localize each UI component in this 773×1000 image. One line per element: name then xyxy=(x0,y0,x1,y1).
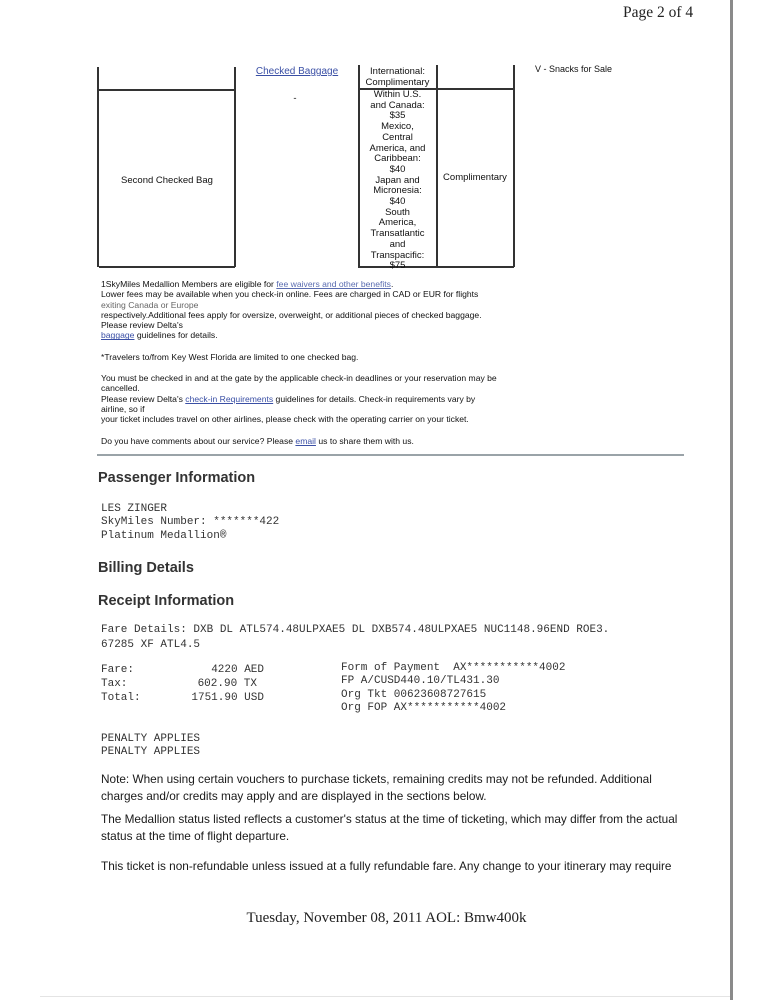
org-ticket: Org Tkt 00623608727615 xyxy=(341,688,487,701)
other-airlines-note: your ticket includes travel on other airlines, please check with the operating carrier on your ticket. xyxy=(101,414,469,425)
medallion-note: 1SkyMiles Medallion Members are eligible for fee waivers and other benefits. xyxy=(101,279,394,289)
passenger-details xyxy=(101,503,279,543)
page-bottom-edge xyxy=(40,996,730,997)
section-divider xyxy=(97,454,684,456)
airline-note: airline, so if xyxy=(101,403,145,414)
table-border xyxy=(234,67,236,267)
comments-note: Do you have comments about our service? Please email us to share them with us. xyxy=(101,435,414,446)
table-border xyxy=(513,65,515,267)
checkin-requirements-link[interactable]: check-in Requirements xyxy=(185,393,274,404)
form-of-payment: Form of Payment AX***********4002 xyxy=(341,662,566,674)
baggage-link[interactable]: baggage xyxy=(101,330,135,341)
fare-details: Fare Details: DXB DL ATL574.48ULPXAE5 DL DXB574.48ULPXAE5 NUC1148.96END ROE3. 67285 XF ATL4.5 xyxy=(101,624,610,651)
org-fop: Org FOP AX***********4002 xyxy=(341,702,507,715)
snacks-note: V - Snacks for Sale xyxy=(535,64,613,74)
total-value: 1751.90 USD xyxy=(191,692,264,704)
checkin-review: Please review Delta's check-in Requirements guidelines for details. Check-in requirements vary by xyxy=(101,393,476,404)
payment-info xyxy=(341,662,565,716)
fp-line: FP A/CUSD440.10/TL431.30 xyxy=(341,675,500,688)
checked-baggage-link[interactable]: Checked Baggage xyxy=(255,66,339,77)
table-border xyxy=(99,266,235,268)
total-label: Total: xyxy=(101,692,141,704)
page-footer: Tuesday, November 08, 2011 AOL: Bmw400k xyxy=(246,910,527,926)
review-note: Please review Delta's xyxy=(101,320,183,331)
fare-value: 4220 AED xyxy=(211,664,264,676)
medallion-status-note: The Medallion status listed reflects a customer's status at the time of ticketing, which may differ from the actual status at the time of flight departure. xyxy=(101,812,678,843)
international-fee: International: Complimentary xyxy=(365,66,430,88)
checkin-note: You must be checked in and at the gate by the applicable check-in deadlines or your reservation may be xyxy=(101,373,497,384)
second-bag-fees: Within U.S. and Canada: $35 Mexico, Central America, and Caribbean: $40 Japan and Micronesia: $40 South America, Transatlantic and Transpacific: $75 xyxy=(369,89,426,272)
page-edge xyxy=(730,0,733,1000)
fee-waivers-link[interactable]: fee waivers and other benefits xyxy=(276,279,391,289)
additional-fees-note: respectively.Additional fees apply for oversize, overweight, or additional pieces of checked baggage. xyxy=(101,309,482,320)
table-border xyxy=(97,89,235,91)
second-bag-label: Second Checked Bag xyxy=(121,175,213,186)
email-link[interactable]: email xyxy=(295,435,316,446)
page-number: Page 2 of 4 xyxy=(623,4,694,21)
key-west-note: *Travelers to/from Key West Florida are limited to one checked bag. xyxy=(101,351,359,362)
receipt-info-title: Receipt Information xyxy=(98,593,235,609)
tax-label: Tax: xyxy=(101,678,128,690)
passenger-name: LES ZINGER xyxy=(101,503,168,515)
baggage-notes xyxy=(101,279,541,446)
billing-details-title: Billing Details xyxy=(98,560,194,576)
penalties: PENALTY APPLIES PENALTY APPLIES xyxy=(101,733,201,759)
medallion-status: Platinum Medallion® xyxy=(101,529,227,542)
table-border xyxy=(436,65,438,267)
table-border xyxy=(97,67,99,267)
fare-label: Fare: xyxy=(101,664,135,676)
voucher-note: Note: When using certain vouchers to purchase tickets, remaining credits may not be refunded. Additional charges and/or credits may apply and are displayed in the sections below. xyxy=(101,772,652,803)
second-bag-medallion-fee: Complimentary xyxy=(443,172,507,183)
passenger-info-title: Passenger Information xyxy=(98,470,256,486)
dash: - xyxy=(293,93,297,104)
skymiles-number: SkyMiles Number: *******422 xyxy=(101,516,280,529)
tax-value: 602.90 TX xyxy=(197,678,257,690)
lower-fees-note: Lower fees may be available when you check-in online. Fees are charged in CAD or EUR for flights xyxy=(101,289,479,300)
checkin-note-cont: cancelled. xyxy=(101,383,140,394)
baggage-guidelines: baggage guidelines for details. xyxy=(101,330,218,341)
exiting-note: exiting Canada or Europe xyxy=(101,299,199,310)
non-refundable-note: This ticket is non-refundable unless issued at a fully refundable fare. Any change to your itinerary may require xyxy=(101,859,672,873)
